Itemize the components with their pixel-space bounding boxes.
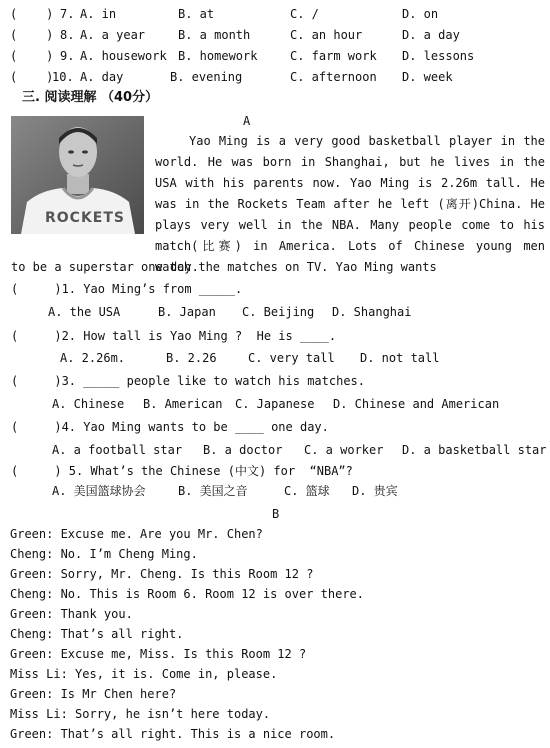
passage-b-label: B <box>272 507 280 521</box>
option-d: D. lessons <box>402 49 475 63</box>
option-d: D. not tall <box>360 351 440 365</box>
option-a: A. a year <box>80 28 146 42</box>
option-c: C. farm work <box>290 49 377 63</box>
option-a: A. Chinese <box>52 397 125 411</box>
option-b: B. a month <box>178 28 251 42</box>
option-c: C. very tall <box>248 351 335 365</box>
dialogue-line: Green: Sorry, Mr. Cheng. Is this Room 12 ? <box>10 567 314 581</box>
question-number: 7. <box>60 7 75 21</box>
jersey-text: ROCKETS <box>45 210 126 226</box>
option-d: D. on <box>402 7 439 21</box>
answer-paren: ( ) <box>10 70 54 84</box>
option-a: A. day <box>80 70 124 84</box>
option-c: C. 篮球 <box>284 484 330 498</box>
option-d: D. week <box>402 70 453 84</box>
option-a: A. 美国篮球协会 <box>52 484 146 498</box>
dialogue-line: Green: Excuse me, Miss. Is this Room 12 ? <box>10 647 307 661</box>
option-c: C. Beijing <box>242 305 315 319</box>
dialogue-line: Miss Li: Sorry, he isn’t here today. <box>10 707 271 721</box>
player-photo <box>11 116 144 234</box>
option-a: A. 2.26m. <box>60 351 126 365</box>
passage-a-text-end: to be a superstar one day. <box>11 260 199 274</box>
option-b: B. homework <box>178 49 258 63</box>
dialogue-line: Green: Thank you. <box>10 607 133 621</box>
dialogue-line: Cheng: No. This is Room 6. Room 12 is over there. <box>10 587 365 601</box>
option-b: B. at <box>178 7 215 21</box>
option-a: A. housework <box>80 49 167 63</box>
dialogue-line: Cheng: No. I’m Cheng Ming. <box>10 547 198 561</box>
option-c: C. an hour <box>290 28 363 42</box>
question-stem: ( ) 5. What’s the Chinese (中文) for “NBA”? <box>11 464 353 478</box>
dialogue-line: Miss Li: Yes, it is. Come in, please. <box>10 667 278 681</box>
option-c: C. Japanese <box>235 397 315 411</box>
option-d: D. a basketball star <box>402 443 547 457</box>
option-a: A. the USA <box>48 305 121 319</box>
answer-paren: ( ) <box>10 28 54 42</box>
option-d: D. 贵宾 <box>352 484 398 498</box>
dialogue-line: Green: Excuse me. Are you Mr. Chen? <box>10 527 263 541</box>
option-c: C. afternoon <box>290 70 377 84</box>
section-heading: 三. 阅读理解 （40分） <box>22 90 159 105</box>
passage-a-label: A <box>243 114 251 128</box>
dialogue-line: Green: That’s all right. This is a nice room. <box>10 727 336 741</box>
dialogue-line: Cheng: That’s all right. <box>10 627 184 641</box>
option-c: C. / <box>290 7 319 21</box>
option-d: D. a day <box>402 28 460 42</box>
option-b: B. 2.26 <box>166 351 217 365</box>
question-stem: ( )2. How tall is Yao Ming ? He is ____. <box>11 329 337 343</box>
option-b: B. American <box>143 397 223 411</box>
question-number: 10. <box>52 70 74 84</box>
question-number: 9. <box>60 49 75 63</box>
dialogue-line: Green: Is Mr Chen here? <box>10 687 177 701</box>
question-stem: ( )4. Yao Ming wants to be ____ one day. <box>11 420 329 434</box>
option-d: D. Shanghai <box>332 305 412 319</box>
option-a: A. a football star <box>52 443 183 457</box>
question-stem: ( )3. _____ people like to watch his matches. <box>11 374 366 388</box>
option-c: C. a worker <box>304 443 384 457</box>
option-b: B. Japan <box>158 305 216 319</box>
option-d: D. Chinese and American <box>333 397 500 411</box>
passage-a-text: Yao Ming is a very good basketball player in the world. He was born in Shanghai, but he lives in the USA with his parents now. Yao Ming is 2.26m tall. He was in the Rockets Team after he left (离开)China. He plays very well in the NBA. Many people come to his match(比赛) in America. Lots of Chinese young men watch the matches on TV. Yao Ming wants <box>155 134 545 274</box>
answer-paren: ( ) <box>10 7 54 21</box>
option-a: A. in <box>80 7 117 21</box>
option-b: B. a doctor <box>203 443 283 457</box>
question-stem: ( )1. Yao Ming’s from _____. <box>11 282 243 296</box>
option-b: B. 美国之音 <box>178 484 248 498</box>
answer-paren: ( ) <box>10 49 54 63</box>
option-b: B. evening <box>170 70 243 84</box>
question-number: 8. <box>60 28 75 42</box>
